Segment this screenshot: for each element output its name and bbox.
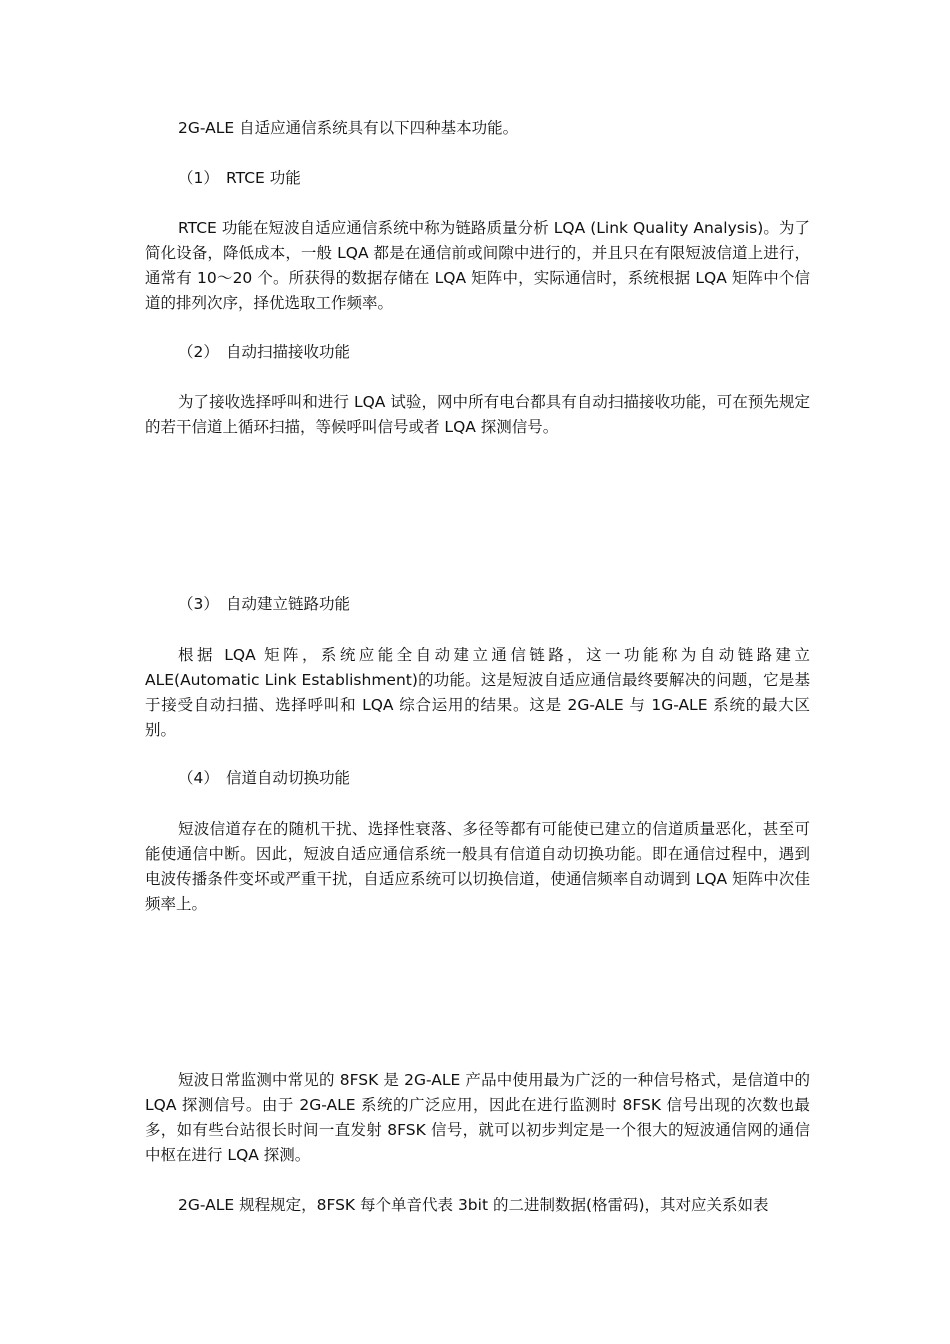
section-heading-3 <box>178 592 350 617</box>
section-body-1: RTCE 功能在短波自适应通信系统中称为链路质量分析 LQA (Link Quality Analysis)。为了简化设备，降低成本，一般 LQA 都是在通信前或间隙中进行的，并且只在有限短波信道上进行，通常有 10～20 个。所获得的数据存储在 LQA 矩阵中，实际通信时，系统根据 LQA 矩阵中个信道的排列次序，择优选取工作频率。 <box>145 219 810 312</box>
section-body-4: 短波信道存在的随机干扰、选择性衰落、多径等都有可能使已建立的信道质量恶化，甚至可能使通信中断。因此，短波自适应通信系统一般具有信道自动切换功能。即在通信过程中，遇到电波传播条件变坏或严重干扰，自适应系统可以切换信道，使通信频率自动调到 LQA 矩阵中次佳频率上。 <box>145 820 810 913</box>
section-title: 自动建立链路功能 <box>226 595 351 613</box>
section-title: RTCE 功能 <box>226 169 301 187</box>
section-body-3: 根据 LQA 矩阵，系统应能全自动建立通信链路，这一功能称为自动链路建立 ALE(Automatic Link Establishment)的功能。这是短波自适应通信最终要解决的问题，它是基于接受自动扫描、选择呼叫和 LQA 综合运用的结果。这是 2G-ALE 与 1G-ALE 系统的最大区别。 <box>145 646 810 739</box>
section-heading-2 <box>178 340 350 365</box>
intro-paragraph: 2G-ALE 自适应通信系统具有以下四种基本功能。 <box>178 119 519 137</box>
closing-paragraph-2: 2G-ALE 规程规定，8FSK 每个单音代表 3bit 的二进制数据(格雷码)，其对应关系如表 <box>178 1196 769 1214</box>
section-heading-1 <box>178 166 301 191</box>
section-title: 信道自动切换功能 <box>226 769 351 787</box>
section-number: （2） <box>178 343 219 361</box>
section-heading-4 <box>178 766 350 791</box>
section-title: 自动扫描接收功能 <box>226 343 351 361</box>
section-body-2: 为了接收选择呼叫和进行 LQA 试验，网中所有电台都具有自动扫描接收功能，可在预先规定的若干信道上循环扫描，等候呼叫信号或者 LQA 探测信号。 <box>145 393 810 436</box>
section-number: （1） <box>178 169 219 187</box>
closing-paragraph-1: 短波日常监测中常见的 8FSK 是 2G-ALE 产品中使用最为广泛的一种信号格式，是信道中的 LQA 探测信号。由于 2G-ALE 系统的广泛应用，因此在进行监测时 8FSK 信号出现的次数也最多，如有些台站很长时间一直发射 8FSK 信号，就可以初步判定是一个很大的短波通信网的通信中枢在进行 LQA 探测。 <box>145 1071 810 1164</box>
section-number: （3） <box>178 595 219 613</box>
section-number: （4） <box>178 769 219 787</box>
